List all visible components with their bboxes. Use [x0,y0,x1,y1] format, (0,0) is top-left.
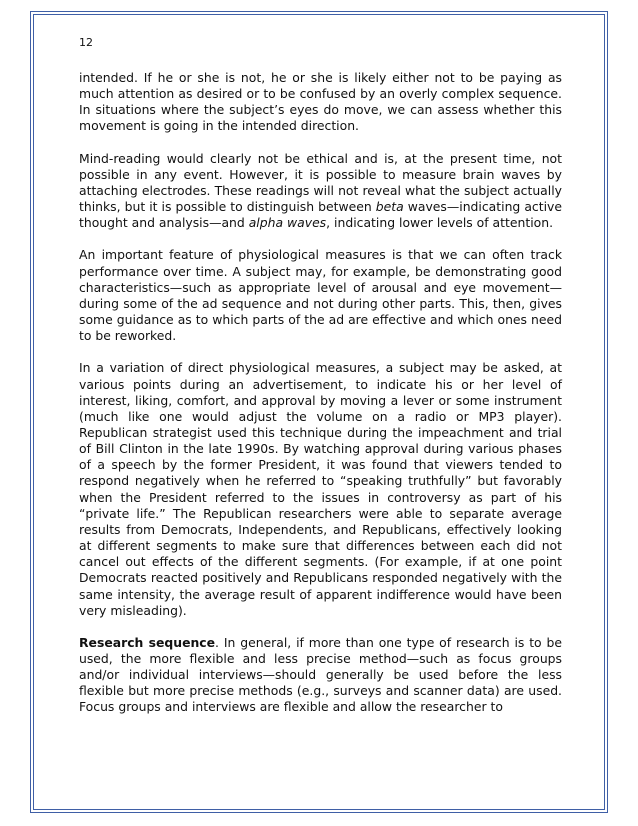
page-number: 12 [79,36,93,49]
research-sequence-heading: Research sequence [79,634,216,650]
paragraph-1: intended. If he or she is not, he or she is likely either not to be paying as much attention as desired or to be confused by an overly complex sequence. In situations where the subject’s eyes do move, we can assess whether this movement is going in the intended direction. [79,70,562,134]
paragraph-2-text-a: Mind-reading would clearly not be ethical and is, at the present time, not possible in any event. However, it is possible to measure brain waves by attaching electrodes. These readings will not reveal what the subject actually thinks, but it is possible to distinguish between [79,150,562,215]
document-body [79,70,562,716]
alpha-waves-term: alpha waves [248,215,327,231]
paragraph-3: An important feature of physiological measures is that we can often track performance over time. A subject may, for example, be demonstrating good characteristics—such as appropriate level of arousal and eye movement—during some of the ad sequence and not during other parts. This, then, gives some guidance as to which parts of the ad are effective and which ones need to be reworked. [79,247,562,344]
beta-term: beta [375,199,404,215]
paragraph-2-text-b: waves—indicating active thought and analysis—and [79,199,562,231]
paragraph-4: In a variation of direct physiological measures, a subject may be asked, at various points during an advertisement, to indicate his or her level of interest, liking, comfort, and approval by moving a lever or some instrument (much like one would adjust the volume on a radio or MP3 player). Republican strategist used this technique during the impeachment and trial of Bill Clinton in the late 1990s. By watching approval during various phases of a speech by the former President, it was found that viewers tended to respond negatively when he referred to “speaking truthfully” but favorably when the President referred to the issues in controversy as part of his “private life.” The Republican researchers were able to separate average results from Democrats, Independents, and Republicans, effectively looking at different segments to make sure that differences between each did not cancel out effects of the different segments. (For example, if at one point Democrats reacted positively and Republicans responded negatively with the same intensity, the average result of apparent indifference would have been very misleading). [79,360,562,618]
paragraph-2 [79,151,562,232]
paragraph-5 [79,635,562,716]
paragraph-5-text: . In general, if more than one type of research is to be used, the more flexible and less precise method—such as focus groups and/or individual interviews—should generally be used before the less flexible but more precise methods (e.g., surveys and scanner data) are used. Focus groups and interviews are flexible and allow the researcher to [79,634,562,715]
paragraph-2-text-c: , indicating lower levels of attention. [326,215,554,231]
